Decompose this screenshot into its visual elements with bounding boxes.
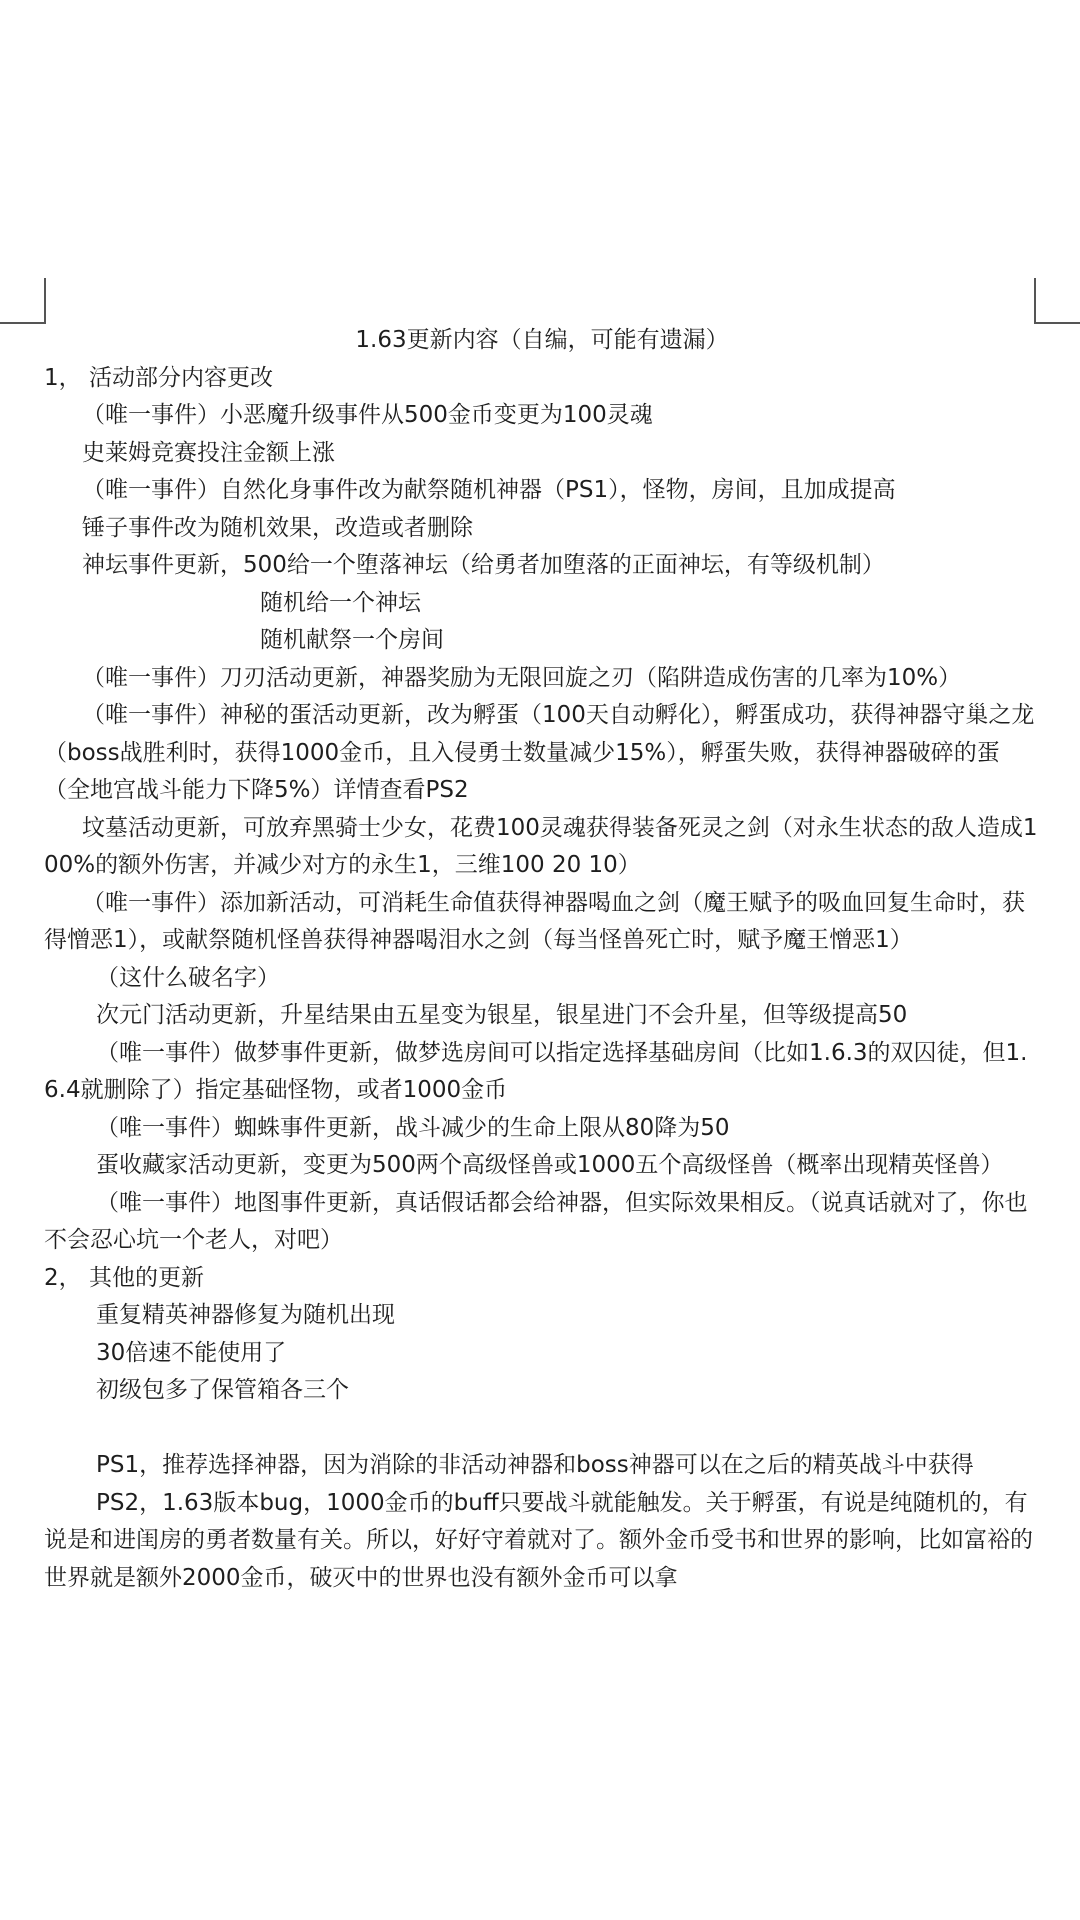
list-item: （唯一事件）做梦事件更新，做梦选房间可以指定选择基础房间（比如1.6.3的双囚徒，但1.6.4就删除了）指定基础怪物，或者1000金币 (44, 1039, 1028, 1103)
list-item: （唯一事件）神秘的蛋活动更新，改为孵蛋（100天自动孵化），孵蛋成功，获得神器守巢之龙（boss战胜利时，获得1000金币，且入侵勇士数量减少15%），孵蛋失败，获得神器破碎的蛋（全地宫战斗能力下降5%）详情查看PS2 (44, 702, 1035, 803)
list-item: 蛋收藏家活动更新，变更为500两个高级怪兽或1000五个高级怪兽（概率出现精英怪兽） (96, 1152, 1004, 1178)
list-item: 坟墓活动更新，可放弃黑骑士少女，花费100灵魂获得装备死灵之剑（对永生状态的敌人造成100%的额外伤害，并减少对方的永生1，三维100 20 10） (44, 814, 1038, 878)
list-item: 30倍速不能使用了 (96, 1339, 287, 1366)
list-item: （唯一事件）刀刃活动更新，神器奖励为无限回旋之刃（陷阱造成伤害的几率为10%） (82, 664, 962, 691)
note-ps1: PS1，推荐选择神器，因为消除的非活动神器和boss神器可以在之后的精英战斗中获得 (96, 1452, 974, 1478)
list-item: （唯一事件）自然化身事件改为献祭随机神器（PS1），怪物，房间，且加成提高 (82, 477, 896, 503)
document-body (44, 322, 1040, 1597)
note-ps2: PS2，1.63版本bug，1000金币的buff只要战斗就能触发。关于孵蛋，有说是纯随机的，有说是和进闺房的勇者数量有关。所以，好好守着就对了。额外金币受书和世界的影响，比如富裕的世界就是额外2000金币，破灭中的世界也没有额外金币可以拿 (44, 1489, 1033, 1591)
section-heading-1: 1， 活动部分内容更改 (44, 364, 273, 391)
list-item: 初级包多了保管箱各三个 (96, 1377, 349, 1403)
list-item: （唯一事件）蜘蛛事件更新，战斗减少的生命上限从80降为50 (96, 1114, 730, 1141)
crop-mark-left (0, 0, 46, 324)
section-heading-2: 2， 其他的更新 (44, 1264, 204, 1291)
list-item: 随机给一个神坛 (260, 589, 421, 616)
crop-mark-right (1034, 0, 1080, 324)
list-item: 次元门活动更新，升星结果由五星变为银星，银星进门不会升星，但等级提高50 (96, 1002, 908, 1028)
list-item: （唯一事件）添加新活动，可消耗生命值获得神器喝血之剑（魔王赋予的吸血回复生命时，获得憎恶1），或献祭随机怪兽获得神器喝泪水之剑（每当怪兽死亡时，赋予魔王憎恶1） (44, 889, 1025, 953)
list-item: 锤子事件改为随机效果，改造或者删除 (82, 514, 473, 541)
list-item: 神坛事件更新，500给一个堕落神坛（给勇者加堕落的正面神坛，有等级机制） (82, 552, 885, 578)
blank-line (44, 1410, 1040, 1448)
list-item: （唯一事件）小恶魔升级事件从500金币变更为100灵魂 (82, 402, 653, 428)
list-item: （唯一事件）地图事件更新，真话假话都会给神器，但实际效果相反。（说真话就对了，你也不会忍心坑一个老人，对吧） (44, 1189, 1028, 1253)
list-item: 史莱姆竞赛投注金额上涨 (82, 439, 335, 466)
list-item: （这什么破名字） (96, 964, 280, 991)
document-title: 1.63更新内容（自编，可能有遗漏） (355, 327, 729, 353)
list-item: 重复精英神器修复为随机出现 (96, 1302, 395, 1328)
list-item: 随机献祭一个房间 (260, 627, 444, 653)
